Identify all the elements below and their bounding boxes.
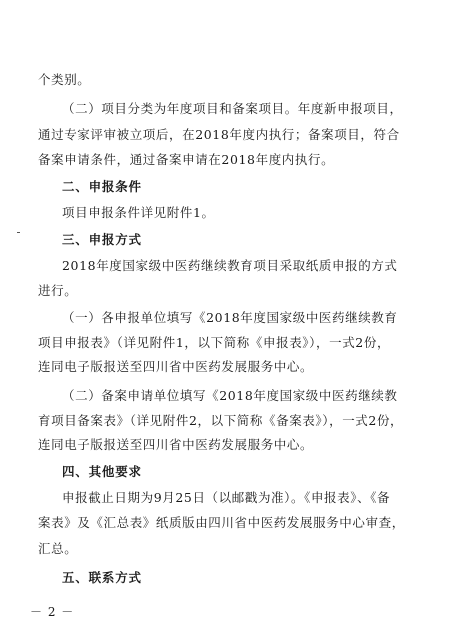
body-text-line: （二）项目分类为年度项目和备案项目。年度新申报项目， <box>62 101 403 116</box>
section-heading: 四、其他要求 <box>62 464 142 479</box>
section-heading: 三、申报方式 <box>62 232 142 247</box>
body-text-line: （二）备案申请单位填写《2018年度国家级中医药继续教 <box>62 388 398 403</box>
body-text-line: 通过专家评审被立项后，在2018年度内执行；备案项目，符合 <box>38 127 400 142</box>
body-text-line: 连同电子版报送至四川省中医药发展服务中心。 <box>38 437 314 452</box>
section-heading: 二、申报条件 <box>62 179 142 194</box>
body-text-line: （一）各申报单位填写《2018年度国家级中医药继续教育 <box>62 310 398 325</box>
body-text-line: 申报截止日期为9月25日（以邮戳为准）。《申报表》、《备 <box>62 490 391 505</box>
body-text-line: 项目申报条件详见附件1。 <box>62 205 215 220</box>
section-heading: 五、联系方式 <box>62 570 142 585</box>
body-text-line: 个类别。 <box>38 72 91 87</box>
body-text-line: 连同电子版报送至四川省中医药发展服务中心。 <box>38 359 314 374</box>
body-text-line: 备案申请条件，通过备案申请在2018年度内执行。 <box>38 152 335 167</box>
body-text-line: 汇总。 <box>38 541 78 556</box>
body-text-line: 2018年度国家级中医药继续教育项目采取纸质申报的方式 <box>62 258 398 273</box>
page-number: － 2 － <box>30 605 75 619</box>
body-text-line: 育项目备案表》（详见附件2，以下简称《备案表》），一式2份， <box>38 413 404 428</box>
body-text-line: 进行。 <box>38 283 78 298</box>
body-text-line: 项目申报表》（详见附件1，以下简称《申报表》），一式2份， <box>38 335 391 350</box>
body-text-line: 案表》及《汇总表》纸质版由四川省中医药发展服务中心审查， <box>38 515 405 530</box>
margin-mark <box>17 232 20 233</box>
